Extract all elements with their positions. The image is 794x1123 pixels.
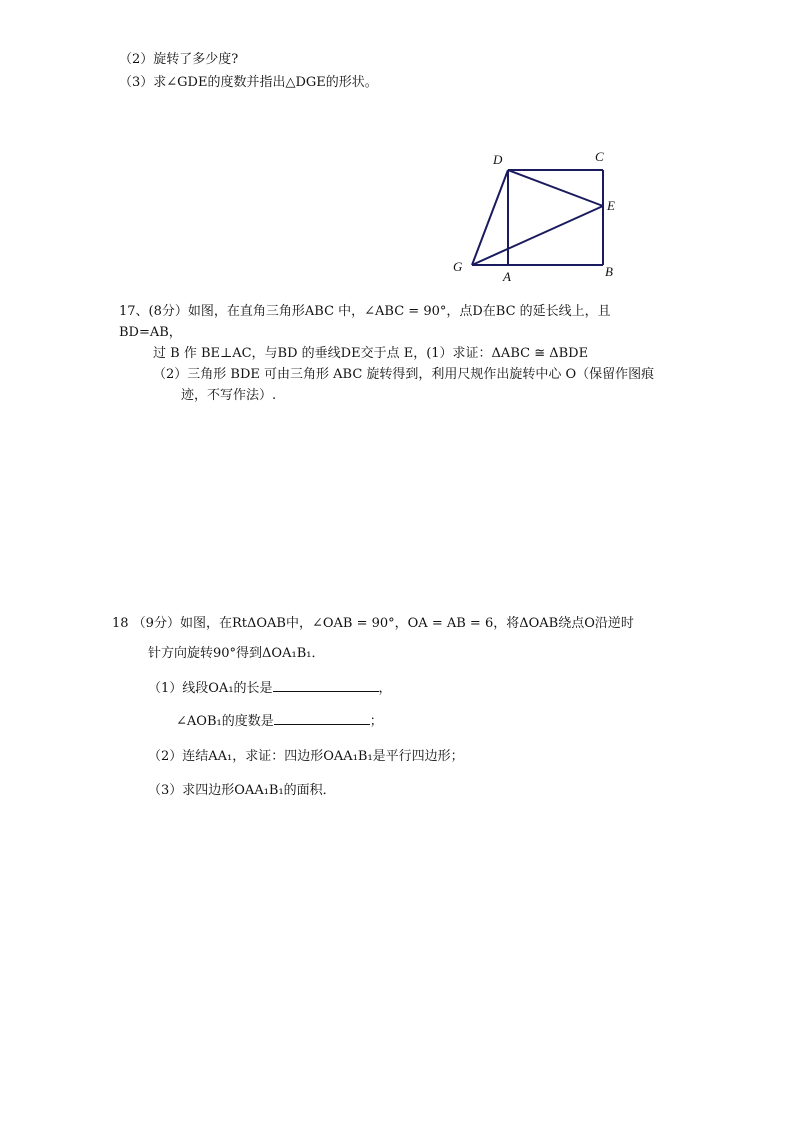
q17-line2: BD=AB， [119,325,182,340]
q18-part1a-prefix: （1）线段OA₁的长是 [148,681,273,696]
q18-part1b-prefix: ∠AOB₁的度数是 [176,714,274,729]
label-B: B [605,264,613,279]
q18-part2: （2）连结AA₁，求证：四边形OAA₁B₁是平行四边形； [148,749,464,764]
label-D: D [493,152,503,167]
q18-part1b-suffix: ； [369,714,383,729]
answer-blank-angle-AOB1[interactable] [274,724,370,725]
q17-line4: （2）三角形 BDE 可由三角形 ABC 旋转得到，利用尺规作出旋转中心 O（保留作图痕 [153,367,655,382]
label-E: E [607,198,615,213]
q18-part1b [176,714,383,730]
answer-blank-OA1[interactable] [273,691,379,692]
label-G: G [453,259,463,274]
q18-part3: （3）求四边形OAA₁B₁的面积． [148,783,336,798]
q17-line5: 迹，不写作法）. [181,388,277,403]
q16-figure [440,140,640,290]
label-A: A [503,269,511,284]
q18-line2: 针方向旋转90°得到ΔOA₁B₁． [148,646,325,661]
q16-part3: （3）求∠GDE的度数并指出△DGE的形状。 [119,75,378,90]
label-C: C [595,149,604,164]
q18-line1: 18 （9分）如图，在RtΔOAB中，∠OAB = 90°，OA = AB = 6，将ΔOAB绕点O沿逆时 [112,616,634,631]
q18-part1a-suffix: ， [378,681,392,696]
segment-DE [508,170,603,206]
q16-part2: （2）旋转了多少度? [119,52,239,67]
q18-part1a [148,681,392,697]
q17-line3: 过 B 作 BE⊥AC，与BD 的垂线DE交于点 E，(1）求证：ΔABC ≅ ΔBDE [153,346,589,361]
q17-line1: 17、(8分）如图，在直角三角形ABC 中，∠ABC = 90°，点D在BC 的延长线上，且 [119,304,611,319]
